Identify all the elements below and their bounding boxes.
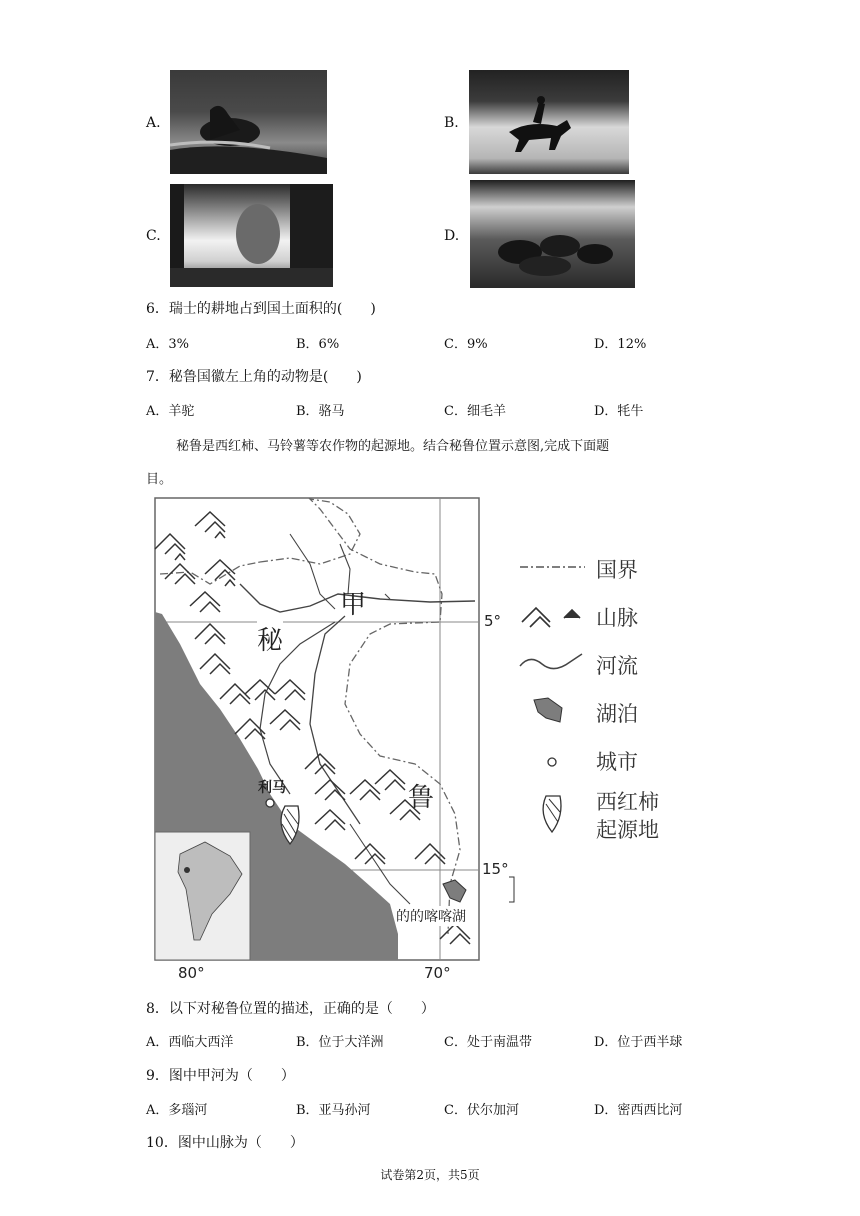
horse-photo-d [470, 180, 635, 288]
option-letter-b: B. [444, 115, 459, 131]
q8-option-b[interactable]: B．位于大洋洲 [296, 1035, 384, 1050]
passage-line-1: 秘鲁是西红柿、马铃薯等农作物的起源地。结合秘鲁位置示意图,完成下面题 [176, 439, 610, 454]
q6-option-a[interactable]: A．3% [146, 337, 190, 352]
option-letter-c: C. [146, 228, 161, 244]
legend-label-city: 城市 [596, 750, 638, 774]
horse-silhouette [170, 70, 327, 174]
horse-photo-b [469, 70, 629, 174]
legend-city-icon [548, 758, 556, 766]
q6-option-d[interactable]: D．12% [594, 337, 647, 352]
q6-option-b[interactable]: B．6% [296, 337, 340, 352]
question-10-text: 10．图中山脉为（ ） [146, 1135, 304, 1151]
q9-option-d[interactable]: D．密西西比河 [594, 1103, 683, 1118]
map-legend [509, 567, 585, 902]
question-7-text: 7．秘鲁国徽左上角的动物是( ) [146, 369, 362, 385]
peru-location-map [150, 494, 680, 986]
q9-option-c[interactable]: C．伏尔加河 [444, 1103, 519, 1118]
horse-photo-a [170, 70, 327, 174]
map-label-lima: 利马 [258, 780, 286, 796]
legend-tomato-icon [543, 796, 561, 832]
q9-option-a[interactable]: A．多瑙河 [146, 1103, 208, 1118]
legend-label-river: 河流 [596, 654, 638, 678]
lon-80-label: 80° [178, 964, 205, 982]
lon-70-label: 70° [424, 964, 451, 982]
q8-option-a[interactable]: A．西临大西洋 [146, 1035, 234, 1050]
map-label-lu: 鲁 [408, 783, 435, 813]
q7-option-b[interactable]: B．骆马 [296, 404, 345, 419]
q8-option-c[interactable]: C．处于南温带 [444, 1035, 532, 1050]
legend-mountain-icon [522, 608, 580, 627]
legend-label-tomato: 西红柿 起源地 [596, 790, 659, 842]
question-9-text: 9．图中甲河为（ ） [146, 1068, 295, 1084]
rider-silhouette [469, 70, 629, 174]
question-6-text: 6．瑞士的耕地占到国土面积的( ) [146, 301, 376, 317]
legend-label-boundary: 国界 [596, 558, 638, 582]
map-label-bi: 秘 [257, 620, 283, 657]
herd-silhouette [470, 180, 635, 288]
legend-lake-icon [534, 698, 562, 722]
legend-river-icon [520, 654, 582, 669]
option-letter-a: A. [146, 115, 161, 131]
q8-option-d[interactable]: D．位于西半球 [594, 1035, 683, 1050]
q7-option-a[interactable]: A．羊驼 [146, 404, 195, 419]
legend-label-mountain: 山脉 [596, 606, 638, 630]
option-letter-d: D. [444, 228, 460, 244]
passage-line-2: 目。 [146, 472, 173, 487]
inset-peru-marker [184, 867, 190, 873]
page-footer: 试卷第2页，共5页 [380, 1168, 480, 1182]
lat-5-label: 5° [484, 612, 502, 630]
city-lima-marker [266, 799, 274, 807]
horse-photo-c [170, 184, 333, 287]
lat-15-label: 15° [482, 860, 509, 878]
q7-option-c[interactable]: C．细毛羊 [444, 404, 506, 419]
question-8-text: 8．以下对秘鲁位置的描述，正确的是（ ） [146, 1001, 435, 1017]
q9-option-b[interactable]: B．亚马孙河 [296, 1103, 371, 1118]
map-label-jia: 甲 [340, 590, 367, 620]
map-label-lake: 的的喀喀湖 [396, 906, 466, 926]
horse-head-silhouette [170, 184, 333, 287]
legend-label-lake: 湖泊 [596, 702, 638, 726]
q7-option-d[interactable]: D．牦牛 [594, 404, 644, 419]
q6-option-c[interactable]: C．9% [444, 337, 488, 352]
